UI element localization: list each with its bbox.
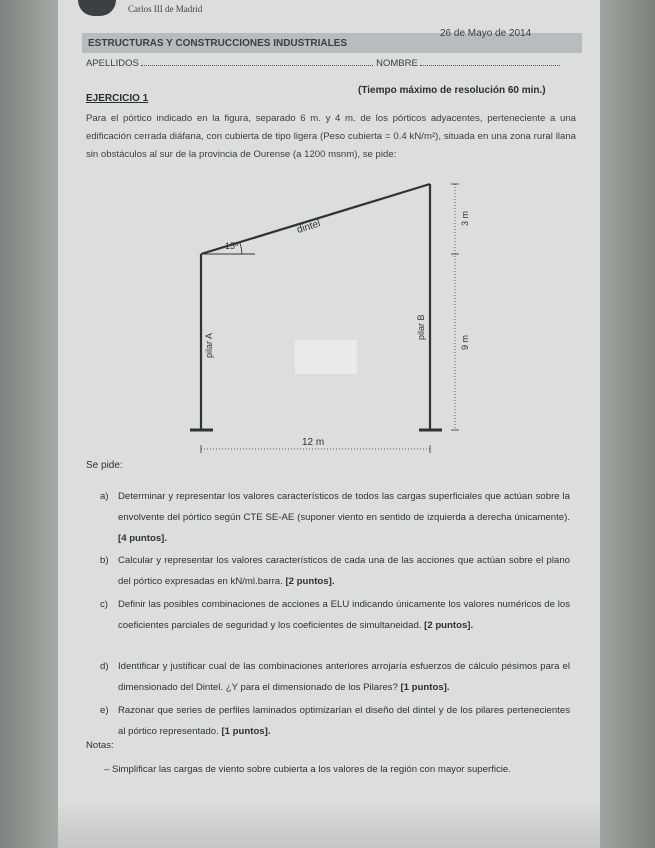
pillar-a-label: pilar A xyxy=(204,332,214,358)
question-text: Definir las posibles combinaciones de acciones a ELU indicando únicamente los valores numéricos de los coeficientes parciales de seguridad y los coeficientes de simultaneidad. xyxy=(118,599,570,631)
bottom-shadow xyxy=(58,800,600,848)
pillar-b-label: pilar B xyxy=(416,314,426,340)
question-label: c) xyxy=(100,599,108,610)
light-reflection xyxy=(295,340,357,374)
note-item: – Simplificar las cargas de viento sobre cubierta a los valores de la región con mayor superficie. xyxy=(104,764,511,775)
span-label: 12 m xyxy=(302,437,325,448)
name-label: NOMBRE xyxy=(376,58,418,69)
name-field[interactable] xyxy=(420,65,560,66)
exercise-title: EJERCICIO 1 xyxy=(86,93,149,104)
portal-frame-figure xyxy=(180,170,480,460)
question-points: [1 puntos]. xyxy=(400,682,450,693)
question-points: [2 puntos]. xyxy=(285,576,335,587)
height-label: 9 m xyxy=(460,334,470,350)
question-points: [1 puntos]. xyxy=(221,726,271,737)
notes-label: Notas: xyxy=(86,740,114,751)
angle-label: 15º xyxy=(225,241,239,251)
time-limit: (Tiempo máximo de resolución 60 min.) xyxy=(358,85,546,96)
background-right xyxy=(600,0,655,848)
exercise-statement: Para el pórtico indicado en la figura, separado 6 m. y 4 m. de los pórticos adyacentes, perteneciente a una edificación cerrada diáfana, con cubierta de tipo ligera (Peso cubierta = 0.4 kN/m²), situada en una zona rural llana sin obstáculos al sur de la provincia de Ourense (a 1200 msnm), se pide: xyxy=(86,113,576,160)
surname-field[interactable] xyxy=(141,65,373,66)
question-label: d) xyxy=(100,661,109,672)
question-b xyxy=(100,550,570,592)
questions-intro: Se pide: xyxy=(86,460,123,471)
angle-arc xyxy=(240,243,242,254)
question-text: Razonar que series de perfiles laminados optimizarían el diseño del dintel y de los pilares pertenecientes al pórtico representado. xyxy=(118,705,570,737)
beam-label: dintel xyxy=(295,218,322,236)
question-text: Determinar y representar los valores característicos de todos las cargas superficiales que actúan sobre la envolvente del pórtico según CTE SE-AE (suponer viento en sentido de izquierda a derecha únicamente). xyxy=(118,491,570,523)
background-left xyxy=(0,0,58,848)
university-name: Carlos III de Madrid xyxy=(128,4,203,14)
question-label: e) xyxy=(100,705,109,716)
question-text: Calcular y representar los valores característicos de cada una de las acciones que actúan sobre el plano del pórtico expresadas en kN/ml.barra. xyxy=(118,555,570,587)
question-d xyxy=(100,656,570,698)
question-points: [2 puntos]. xyxy=(424,620,474,631)
question-e xyxy=(100,700,570,742)
exam-date: 26 de Mayo de 2014 xyxy=(440,28,532,39)
rise-label: 3 m xyxy=(460,210,470,226)
question-text: Identificar y justificar cual de las combinaciones anteriores arrojaría esfuerzos de cálculo pésimos para el dimensionado del Dintel. ¿Y para el dimensionado de los Pilares? xyxy=(118,661,570,693)
question-points: [4 puntos]. xyxy=(118,533,168,544)
name-row xyxy=(86,58,560,69)
question-a xyxy=(100,486,570,546)
note-text: Simplificar las cargas de viento sobre cubierta a los valores de la región con mayor superficie. xyxy=(112,764,511,775)
question-label: a) xyxy=(100,491,109,502)
question-c xyxy=(100,594,570,654)
subject-title: ESTRUCTURAS Y CONSTRUCCIONES INDUSTRIALES xyxy=(88,38,348,49)
surname-label: APELLIDOS xyxy=(86,58,139,69)
question-label: b) xyxy=(100,555,109,566)
